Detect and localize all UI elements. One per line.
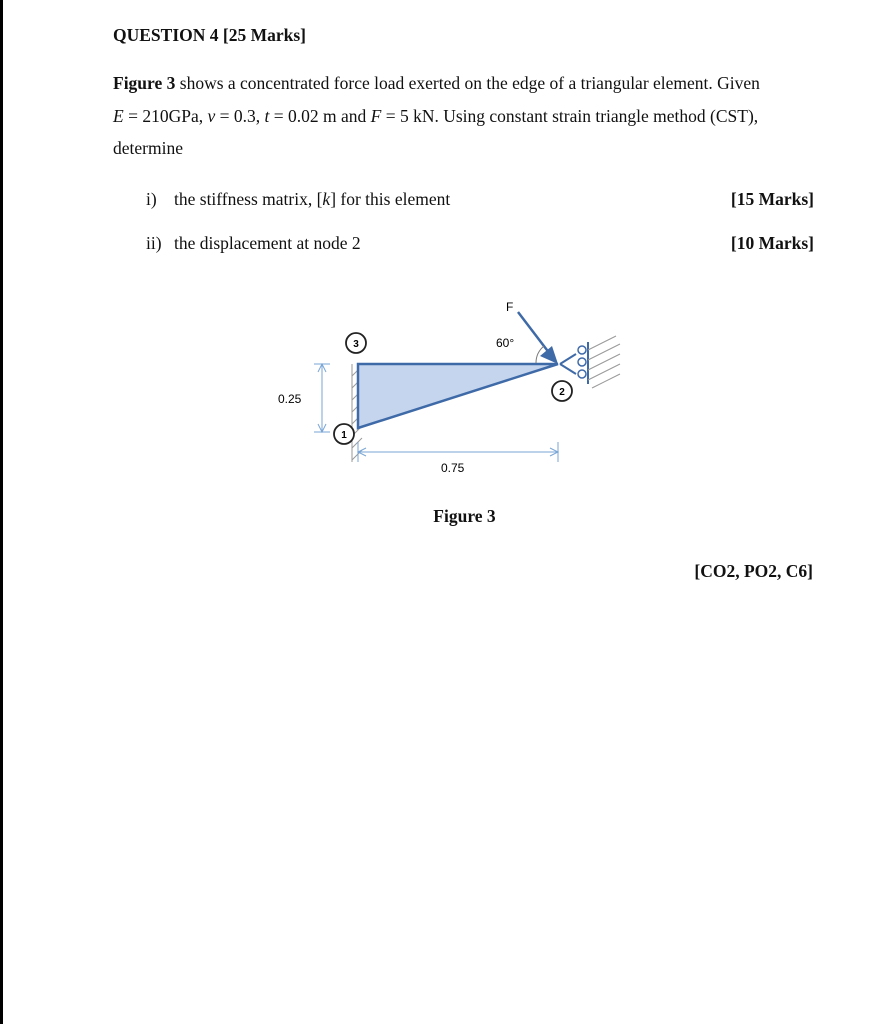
determine-text: determine [113,138,183,158]
node-1 [334,424,354,444]
task-marks: [10 Marks] [730,233,814,253]
height-label: 0.25 [278,392,302,406]
figure-reference: Figure 3 [113,73,176,93]
symbol-f: F [370,105,382,126]
width-label: 0.75 [441,461,465,475]
figure-3-diagram [270,292,640,482]
task-number: ii) [146,233,162,253]
question-heading: QUESTION 4 [25 Marks] [113,25,306,45]
width-dimension [358,442,558,462]
node-3 [346,333,366,353]
course-outcome-tag: [CO2, PO2, C6] [694,561,813,581]
triangle-element [358,364,558,428]
node-1-label: 1 [341,430,347,441]
task-number: i) [146,189,157,209]
node-2-label: 2 [559,387,565,398]
task-symbol-k: k [322,189,331,209]
height-dimension [314,364,330,432]
value-t: = 0.02 m and [269,105,371,126]
angle-label: 60° [496,336,515,350]
figure-caption-text: Figure 3 [433,506,496,526]
value-f: = 5 kN. Using constant strain triangle method (CST), [381,105,759,126]
symbol-e: E [113,105,124,126]
question-paragraph [113,67,825,165]
task-marks: [15 Marks] [730,189,814,209]
node-3-label: 3 [353,339,359,350]
figure-caption [0,506,889,527]
force-arrow-line [518,312,550,354]
task-item-1 [146,189,814,210]
value-e: = 210GPa, [123,105,208,126]
task-text-pre: the stiffness matrix, [ [174,189,323,209]
roller-support [560,336,620,388]
task-item-2 [146,233,814,254]
value-nu: = 0.3, [215,105,265,126]
task-text: the displacement at node 2 [174,233,361,253]
task-text-post: ] for this element [330,189,451,209]
symbol-nu: v [207,105,216,126]
intro-text: shows a concentrated force load exerted on the edge of a triangular element. Given [175,73,760,93]
node-2 [552,381,572,401]
symbol-t: t [264,105,270,126]
force-arrow-head [540,346,558,364]
force-label: F [506,300,514,314]
